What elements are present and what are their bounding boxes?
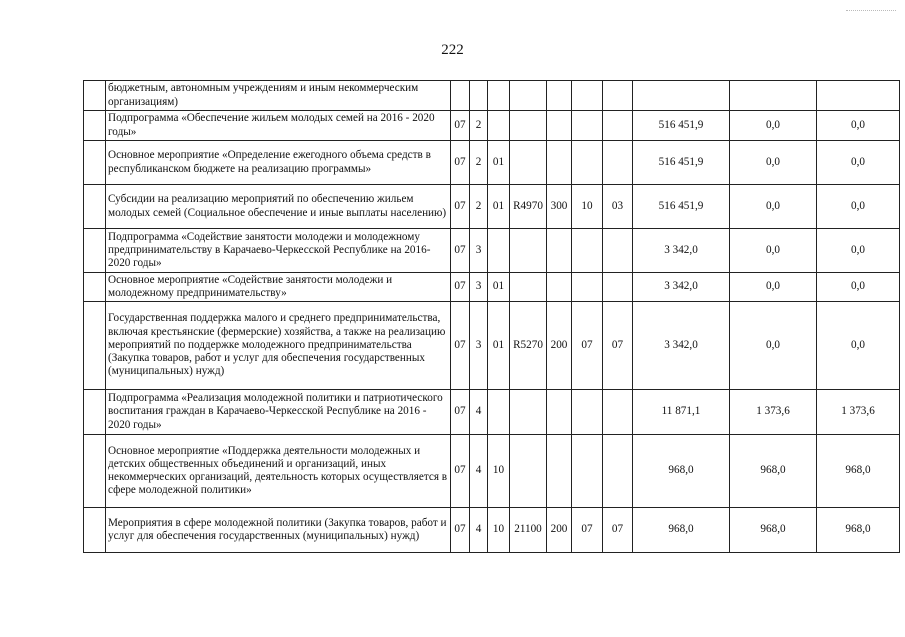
code-target-article: R4970 xyxy=(510,185,547,229)
code-chapter: 10 xyxy=(572,185,603,229)
code-subchapter xyxy=(603,141,633,185)
amount-year2: 0,0 xyxy=(730,111,817,141)
amount-year3: 0,0 xyxy=(817,302,900,390)
amount-year3: 968,0 xyxy=(817,508,900,553)
row-gutter xyxy=(84,229,106,273)
code-expense-type xyxy=(547,141,572,185)
code-chapter xyxy=(572,229,603,273)
code-subchapter xyxy=(603,273,633,302)
code-subprogram: 4 xyxy=(470,390,488,435)
page-number: 222 xyxy=(441,42,464,58)
code-target-article xyxy=(510,390,547,435)
amount-year2: 968,0 xyxy=(730,508,817,553)
amount-year2: 0,0 xyxy=(730,229,817,273)
table-row xyxy=(84,141,900,185)
row-name: Подпрограмма «Обеспечение жильем молодых семей на 2016 - 2020 годы» xyxy=(106,111,451,141)
amount-year1: 516 451,9 xyxy=(633,111,730,141)
amount-year3 xyxy=(817,81,900,111)
code-subchapter xyxy=(603,229,633,273)
amount-year2: 0,0 xyxy=(730,185,817,229)
code-subprogram: 2 xyxy=(470,141,488,185)
code-chapter xyxy=(572,390,603,435)
code-expense-type xyxy=(547,229,572,273)
code-expense-type xyxy=(547,390,572,435)
code-target-article xyxy=(510,111,547,141)
amount-year1 xyxy=(633,81,730,111)
amount-year3: 0,0 xyxy=(817,273,900,302)
amount-year2: 0,0 xyxy=(730,273,817,302)
code-target-article xyxy=(510,273,547,302)
code-chapter: 07 xyxy=(572,508,603,553)
code-section: 07 xyxy=(451,229,470,273)
table-row xyxy=(84,273,900,302)
row-gutter xyxy=(84,508,106,553)
amount-year2: 0,0 xyxy=(730,141,817,185)
table-row xyxy=(84,229,900,273)
code-expense-type xyxy=(547,81,572,111)
scan-artifact xyxy=(846,10,896,12)
table-row xyxy=(84,390,900,435)
amount-year1: 3 342,0 xyxy=(633,302,730,390)
code-subchapter: 03 xyxy=(603,185,633,229)
code-section: 07 xyxy=(451,273,470,302)
code-chapter xyxy=(572,273,603,302)
amount-year3: 0,0 xyxy=(817,141,900,185)
amount-year2: 0,0 xyxy=(730,302,817,390)
row-name: Субсидии на реализацию мероприятий по обеспечению жильем молодых семей (Социальное обеспечение и иные выплаты населению) xyxy=(106,185,451,229)
code-subprogram: 2 xyxy=(470,111,488,141)
amount-year1: 3 342,0 xyxy=(633,273,730,302)
budget-table xyxy=(83,80,900,553)
code-section: 07 xyxy=(451,508,470,553)
code-activity: 01 xyxy=(488,302,510,390)
amount-year3: 0,0 xyxy=(817,185,900,229)
code-expense-type: 300 xyxy=(547,185,572,229)
table-row xyxy=(84,302,900,390)
row-name: Мероприятия в сфере молодежной политики (Закупка товаров, работ и услуг для обеспечения государственных (муниципальных) нужд) xyxy=(106,508,451,553)
code-target-article xyxy=(510,81,547,111)
row-name: Государственная поддержка малого и среднего предпринимательства, включая крестьянские (фермерские) хозяйства, а также на реализацию мероприятий по поддержке молодежного предпринимательства (Закупка товаров, работ и услуг для обеспечения государственных (муниципальных) нужд) xyxy=(106,302,451,390)
code-expense-type: 200 xyxy=(547,302,572,390)
code-subprogram: 2 xyxy=(470,185,488,229)
amount-year3: 968,0 xyxy=(817,435,900,508)
table-row xyxy=(84,81,900,111)
code-chapter xyxy=(572,81,603,111)
code-section xyxy=(451,81,470,111)
code-subchapter xyxy=(603,81,633,111)
amount-year2: 968,0 xyxy=(730,435,817,508)
code-target-article xyxy=(510,435,547,508)
code-activity: 01 xyxy=(488,141,510,185)
code-activity: 01 xyxy=(488,273,510,302)
code-expense-type xyxy=(547,435,572,508)
code-subprogram: 3 xyxy=(470,302,488,390)
code-activity xyxy=(488,390,510,435)
code-target-article xyxy=(510,141,547,185)
row-name: бюджетным, автономным учреждениям и иным некоммерческим организациям) xyxy=(106,81,451,111)
table-row xyxy=(84,435,900,508)
row-gutter xyxy=(84,185,106,229)
code-subprogram: 4 xyxy=(470,435,488,508)
table-row xyxy=(84,185,900,229)
code-subchapter: 07 xyxy=(603,508,633,553)
code-chapter xyxy=(572,141,603,185)
code-chapter: 07 xyxy=(572,302,603,390)
row-name: Основное мероприятие «Содействие занятости молодежи и молодежному предпринимательству» xyxy=(106,273,451,302)
code-section: 07 xyxy=(451,390,470,435)
amount-year3: 0,0 xyxy=(817,229,900,273)
row-gutter xyxy=(84,435,106,508)
row-gutter xyxy=(84,81,106,111)
code-target-article: R5270 xyxy=(510,302,547,390)
code-section: 07 xyxy=(451,111,470,141)
amount-year1: 3 342,0 xyxy=(633,229,730,273)
code-subprogram: 3 xyxy=(470,229,488,273)
row-name: Основное мероприятие «Определение ежегодного объема средств в республиканском бюджете на реализацию программы» xyxy=(106,141,451,185)
code-target-article: 21100 xyxy=(510,508,547,553)
code-subprogram: 3 xyxy=(470,273,488,302)
row-name: Основное мероприятие «Поддержка деятельности молодежных и детских общественных объединений и организаций, иных некоммерческих организаций, деятельность которых осуществляется в сфере молодежной политики» xyxy=(106,435,451,508)
code-section: 07 xyxy=(451,302,470,390)
code-activity xyxy=(488,111,510,141)
code-target-article xyxy=(510,229,547,273)
amount-year3: 0,0 xyxy=(817,111,900,141)
amount-year1: 968,0 xyxy=(633,435,730,508)
code-expense-type: 200 xyxy=(547,508,572,553)
amount-year2: 1 373,6 xyxy=(730,390,817,435)
code-subchapter xyxy=(603,111,633,141)
code-subchapter xyxy=(603,390,633,435)
code-section: 07 xyxy=(451,141,470,185)
amount-year2 xyxy=(730,81,817,111)
amount-year1: 516 451,9 xyxy=(633,141,730,185)
table-row xyxy=(84,111,900,141)
code-activity xyxy=(488,229,510,273)
code-activity: 01 xyxy=(488,185,510,229)
row-name: Подпрограмма «Содействие занятости молодежи и молодежному предпринимательству в Карачаево-Черкесской Республике на 2016-2020 годы» xyxy=(106,229,451,273)
amount-year3: 1 373,6 xyxy=(817,390,900,435)
code-expense-type xyxy=(547,273,572,302)
table-row xyxy=(84,508,900,553)
amount-year1: 516 451,9 xyxy=(633,185,730,229)
code-subchapter: 07 xyxy=(603,302,633,390)
amount-year1: 11 871,1 xyxy=(633,390,730,435)
code-expense-type xyxy=(547,111,572,141)
code-section: 07 xyxy=(451,435,470,508)
row-name: Подпрограмма «Реализация молодежной политики и патриотического воспитания граждан в Карачаево-Черкесской Республике на 2016 - 2020 годы» xyxy=(106,390,451,435)
amount-year1: 968,0 xyxy=(633,508,730,553)
code-chapter xyxy=(572,435,603,508)
code-subchapter xyxy=(603,435,633,508)
row-gutter xyxy=(84,302,106,390)
code-subprogram: 4 xyxy=(470,508,488,553)
row-gutter xyxy=(84,141,106,185)
code-chapter xyxy=(572,111,603,141)
code-subprogram xyxy=(470,81,488,111)
row-gutter xyxy=(84,390,106,435)
row-gutter xyxy=(84,273,106,302)
code-activity: 10 xyxy=(488,508,510,553)
code-section: 07 xyxy=(451,185,470,229)
code-activity: 10 xyxy=(488,435,510,508)
code-activity xyxy=(488,81,510,111)
row-gutter xyxy=(84,111,106,141)
